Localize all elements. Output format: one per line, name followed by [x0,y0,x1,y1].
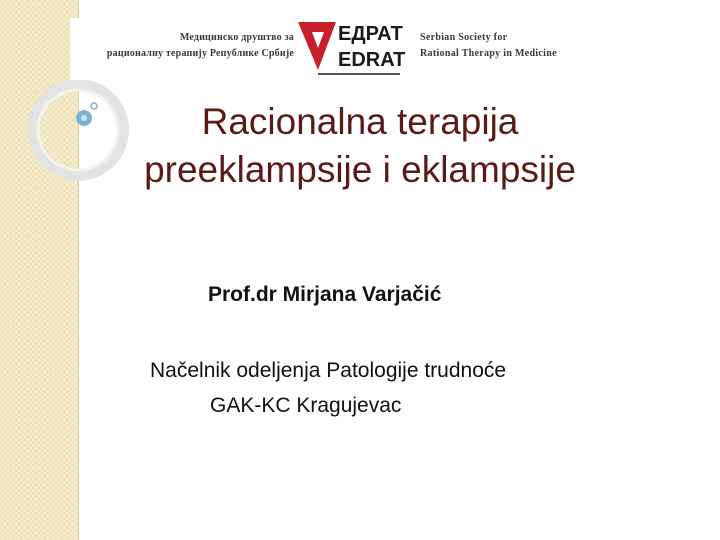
logo-right-line1: Serbian Society for [420,32,508,43]
title-line1: Racionalna terapija [201,101,519,142]
logo-mark-top: ЕДРАТ [338,23,403,45]
logo-right-text [420,30,595,62]
logo-left-text [82,30,294,62]
logo-mark-bottom: EDRAT [338,49,406,71]
title-line2: preeklampsije i eklampsije [144,149,576,190]
logo-left-line1: Медицинско друштво за [179,32,294,43]
logo-red-shape [298,22,336,70]
affiliation-line2: GAK-KC Kragujevac [210,394,402,417]
slide-title [100,98,620,194]
dot-small [91,103,97,109]
logo-left-line2: рационалну терапију Републике Србије [106,48,294,59]
author-name: Prof.dr Mirjana Varjačić [208,283,442,306]
affiliation-line1: Načelnik odeljenja Patologije trudnoće [150,359,507,382]
edrat-logo [296,18,406,80]
logo-right-line2: Rational Therapy in Medicine [420,48,557,59]
